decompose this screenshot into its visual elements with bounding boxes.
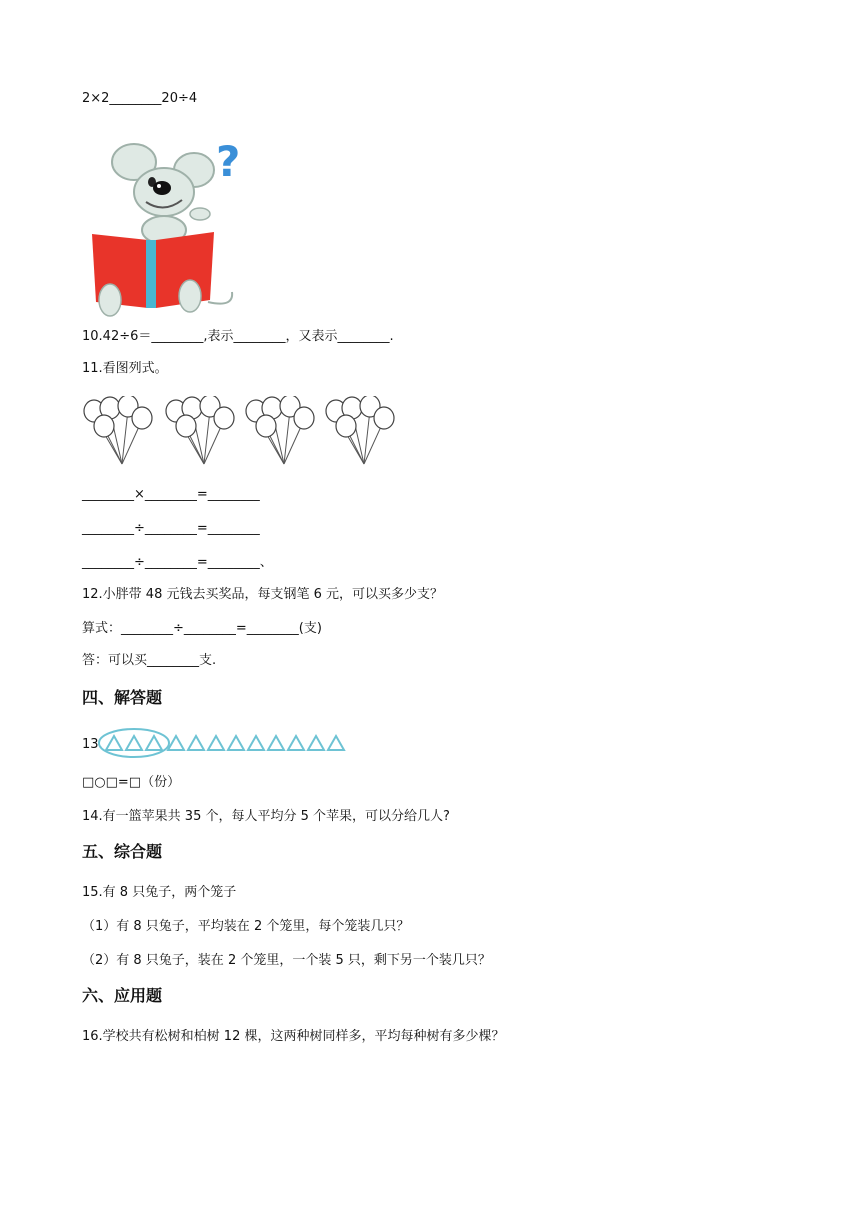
q16-line: 16.学校共有松树和柏树 12 棵，这两种树同样多，平均每种树有多少棵？ (82, 1029, 505, 1044)
q12-line: 12.小胖带 48 元钱去买奖品，每支钢笔 6 元，可以买多少支？ (82, 587, 444, 602)
q11-row-3: ________÷________=________、 (82, 555, 273, 570)
balloon-bunch-icon (326, 396, 394, 464)
balloon-bunch-icon (166, 396, 234, 464)
q12-answer: 答：可以买________支. (82, 653, 217, 668)
section-4-heading: 四、解答题 (82, 688, 163, 707)
section-6-heading: 六、应用题 (82, 986, 163, 1005)
balloon-bunch-icon (84, 396, 152, 464)
balloon-bunch-icon (246, 396, 314, 464)
q13-formula: □○□=□（份） (82, 775, 181, 790)
triangles-figure (98, 726, 356, 762)
q13-label: 13. (82, 737, 103, 752)
q9-compare-line: 2×2________20÷4 (82, 91, 198, 106)
q15-line: 15.有 8 只兔子，两个笼子 (82, 885, 237, 900)
q10-line: 10.42÷6＝________,表示________，又表示________. (82, 329, 394, 344)
section-5-heading: 五、综合题 (82, 842, 163, 861)
q11-row-1: ________×________=________ (82, 487, 260, 502)
balloon-groups-figure (82, 396, 402, 468)
q14-line: 14.有一篮苹果共 35 个，每人平均分 5 个苹果，可以分给几人? (82, 809, 450, 824)
svg-text:?: ? (216, 137, 241, 186)
q11-title: 11.看图列式。 (82, 361, 168, 376)
mouse-reading-book-icon (84, 130, 254, 318)
q11-row-2: ________÷________=________ (82, 521, 260, 536)
q15-part-1: （1）有 8 只兔子，平均装在 2 个笼里，每个笼装几只？ (82, 919, 410, 934)
q12-formula: 算式：________÷________=________(支) (82, 621, 322, 636)
q15-part-2: （2）有 8 只兔子，装在 2 个笼里，一个装 5 只，剩下另一个装几只？ (82, 953, 491, 968)
